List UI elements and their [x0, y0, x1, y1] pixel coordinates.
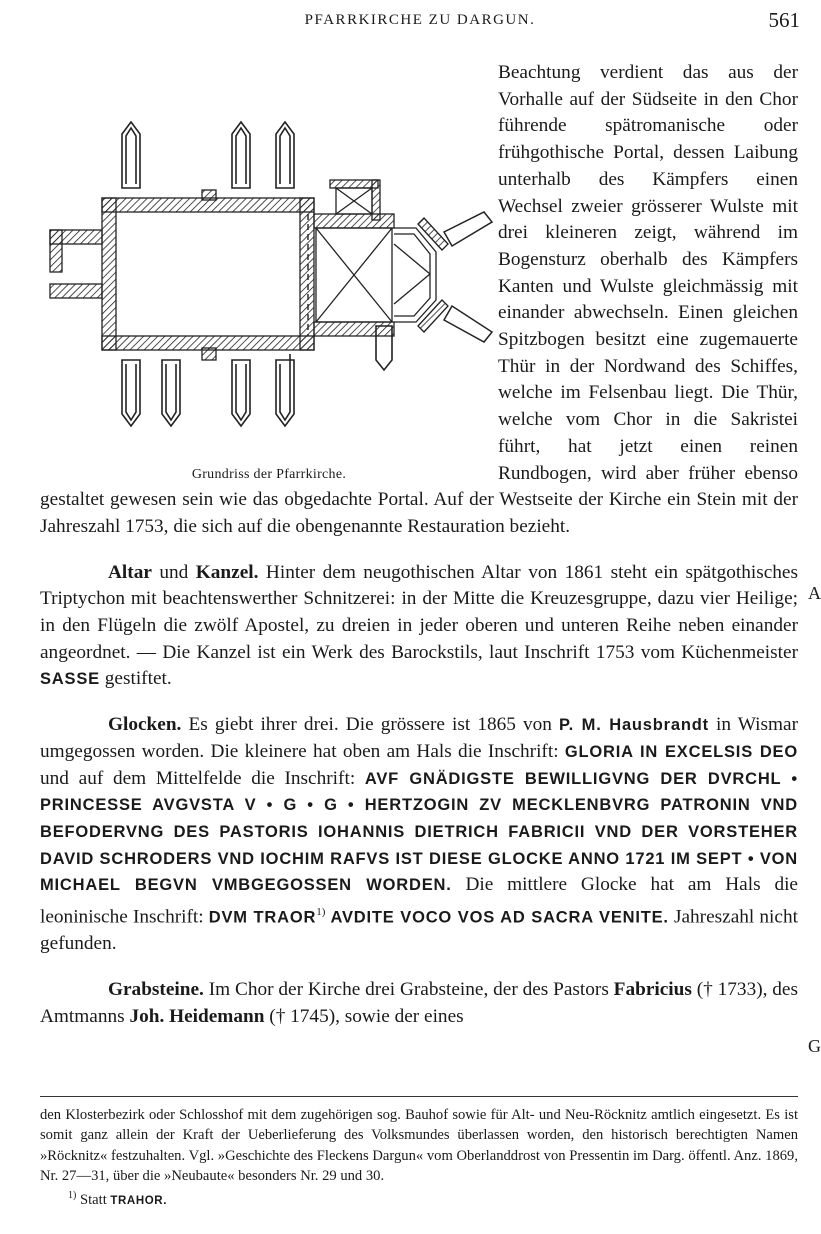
intro-paragraph: [40, 60, 798, 541]
glocken-text-4: Die mittlere Glocke hat am Hals die leoninische Inschrift:: [40, 874, 798, 928]
margin-mark-grabsteine: G: [808, 1036, 821, 1056]
margin-mark-altar: A: [808, 583, 821, 603]
paragraph-gap: [40, 693, 798, 712]
inscription-main: AVF GNÄDIGSTE BEWILLIGVNG DER DVRCHL • PRINCESSE AVGVSTA V • G • G • HERTZOGIN ZV MECKLENBVRG PATRONIN VND BEFODERVNG DES PASTORIS IOHANNIS DIETRICH FABRICII VND DER VORSTEHER DAVID SCHRODERS VND IOCHIM RAFVS IST DIESE GLOCKE ANNO 1721 IM SEPT • VON MICHAEL BEGVN VMBGEGOSSEN WORDEN.: [40, 769, 798, 895]
footnotes: [40, 1096, 798, 1211]
donor-name: SASSE: [40, 670, 100, 689]
nave-walls: [50, 190, 314, 360]
altar-paragraph: [40, 560, 798, 694]
page-number: 561: [768, 8, 800, 32]
running-head: [40, 8, 800, 38]
glocken-text-5: Jahreszahl nicht gefunden.: [40, 906, 798, 955]
grabsteine-text-2: († 1733), des Amtmanns: [40, 978, 798, 1027]
running-title: PFARRKIRCHE ZU DARGUN.: [304, 12, 536, 28]
name-heidemann: Joh. Heidemann: [129, 1005, 265, 1027]
footnote-1-mark: 1): [68, 1190, 77, 1202]
grabsteine-text-3: († 1745), sowie der eines: [264, 1005, 464, 1027]
upper-windows: [122, 122, 294, 188]
footnote-1-text: Statt: [76, 1192, 111, 1209]
grabsteine-paragraph: [40, 977, 798, 1030]
altar-text-2: gestiftet.: [99, 668, 172, 690]
bell-founder: P. M. Hausbrandt: [558, 716, 709, 735]
floor-plan-figure: [40, 114, 498, 486]
footnote-1-caps: TRAHOR.: [110, 1195, 167, 1208]
kanzel-heading: Kanzel.: [195, 561, 259, 583]
glocken-paragraph: [40, 712, 798, 958]
glocken-heading: Glocken.: [108, 714, 182, 736]
glocken-text-3: und auf dem Mittelfelde die Inschrift:: [40, 767, 365, 789]
choir-buttresses: [444, 212, 492, 342]
body-text: [40, 60, 798, 1030]
footnote-1: [40, 1186, 798, 1211]
glocken-text-2: in Wismar umgegossen worden. Die kleinere hat oben am Hals die Inschrift:: [40, 714, 798, 762]
footnote-ref: 1): [316, 906, 326, 919]
altar-connector: und: [151, 561, 196, 583]
figure-caption: Grundriss der Pfarrkirche.: [191, 467, 347, 482]
inscription-leonine-b: AVDITE VOCO VOS AD SACRA VENITE.: [325, 908, 669, 927]
paragraph-gap: [40, 541, 798, 560]
name-fabricius: Fabricius: [613, 978, 692, 1000]
choir: [314, 180, 448, 336]
floor-plan-drawing: [40, 114, 498, 486]
glocken-text-1: Es giebt ihrer drei. Die grössere ist 1865 von: [181, 714, 559, 736]
intro-text: Beachtung verdient das aus der Vorhalle auf der Südseite in den Chor führende spätromanische oder frühgothische Portal, dessen Laibung unterhalb des Kämpfers einen Wechsel zweier grösserer Wulste mit drei kleineren zeigt, während im Bogensturz oberhalb des Kämpfers Kanten und Wulste gleichmässig mit einander abwechseln. Einen gleichen Spitzbogen besitzt eine zugemauerte Thür in der Nordwand des Schiffes, welche im Felsenbau liegt. Die Thür, welche vom Chor in die Sakristei führt, hat jetzt einen reinen Rundbogen, wird aber früher ebenso gestaltet gewesen sein wie das obgedachte Portal. Auf der Westseite der Kirche ein Stein mit der Jahreszahl 1753, die sich auf die obengenannte Restauration bezieht.: [40, 62, 798, 537]
inscription-leonine-a: DVM TRAOR: [208, 908, 317, 927]
footnote-continued: den Klosterbezirk oder Schlosshof mit dem zugehörigen sog. Bauhof sowie für Alt- und Neu-Röcknitz amtlich eingesetzt. Es ist somit ganz allein der Kraft der Ueberlieferung des Volksmundes überlassen worden, den historisch berechtigten Namen »Röcknitz« festzuhalten. Vgl. »Geschichte des Fleckens Dargun« vom Oberlanddrost von Pressentin im Darg. öffentl. Anz. 1869, Nr. 27—31, über die »Neubaute« besonders Nr. 29 und 30.: [40, 1107, 798, 1184]
grabsteine-text-1: Im Chor der Kirche drei Grabsteine, der des Pastors: [203, 978, 614, 1000]
inscription-gloria: GLORIA IN EXCELSIS DEO: [564, 742, 798, 761]
grabsteine-heading: Grabsteine.: [108, 978, 204, 1000]
altar-heading: Altar: [108, 561, 152, 583]
paragraph-gap: [40, 958, 798, 977]
altar-text-1: Hinter dem neugothischen Altar von 1861 steht ein spätgothisches Triptychon mit beachtenswerther Schnitzerei: in der Mitte die Kreuzesgruppe, dazu vier Heilige; in den Flügeln die zwölf Apostel, zu dreien in jeder oberen und unteren Reihe neben einander angeordnet. — Die Kanzel ist ein Werk des Barockstils, laut Inschrift 1753 vom Küchenmeister: [40, 561, 798, 663]
